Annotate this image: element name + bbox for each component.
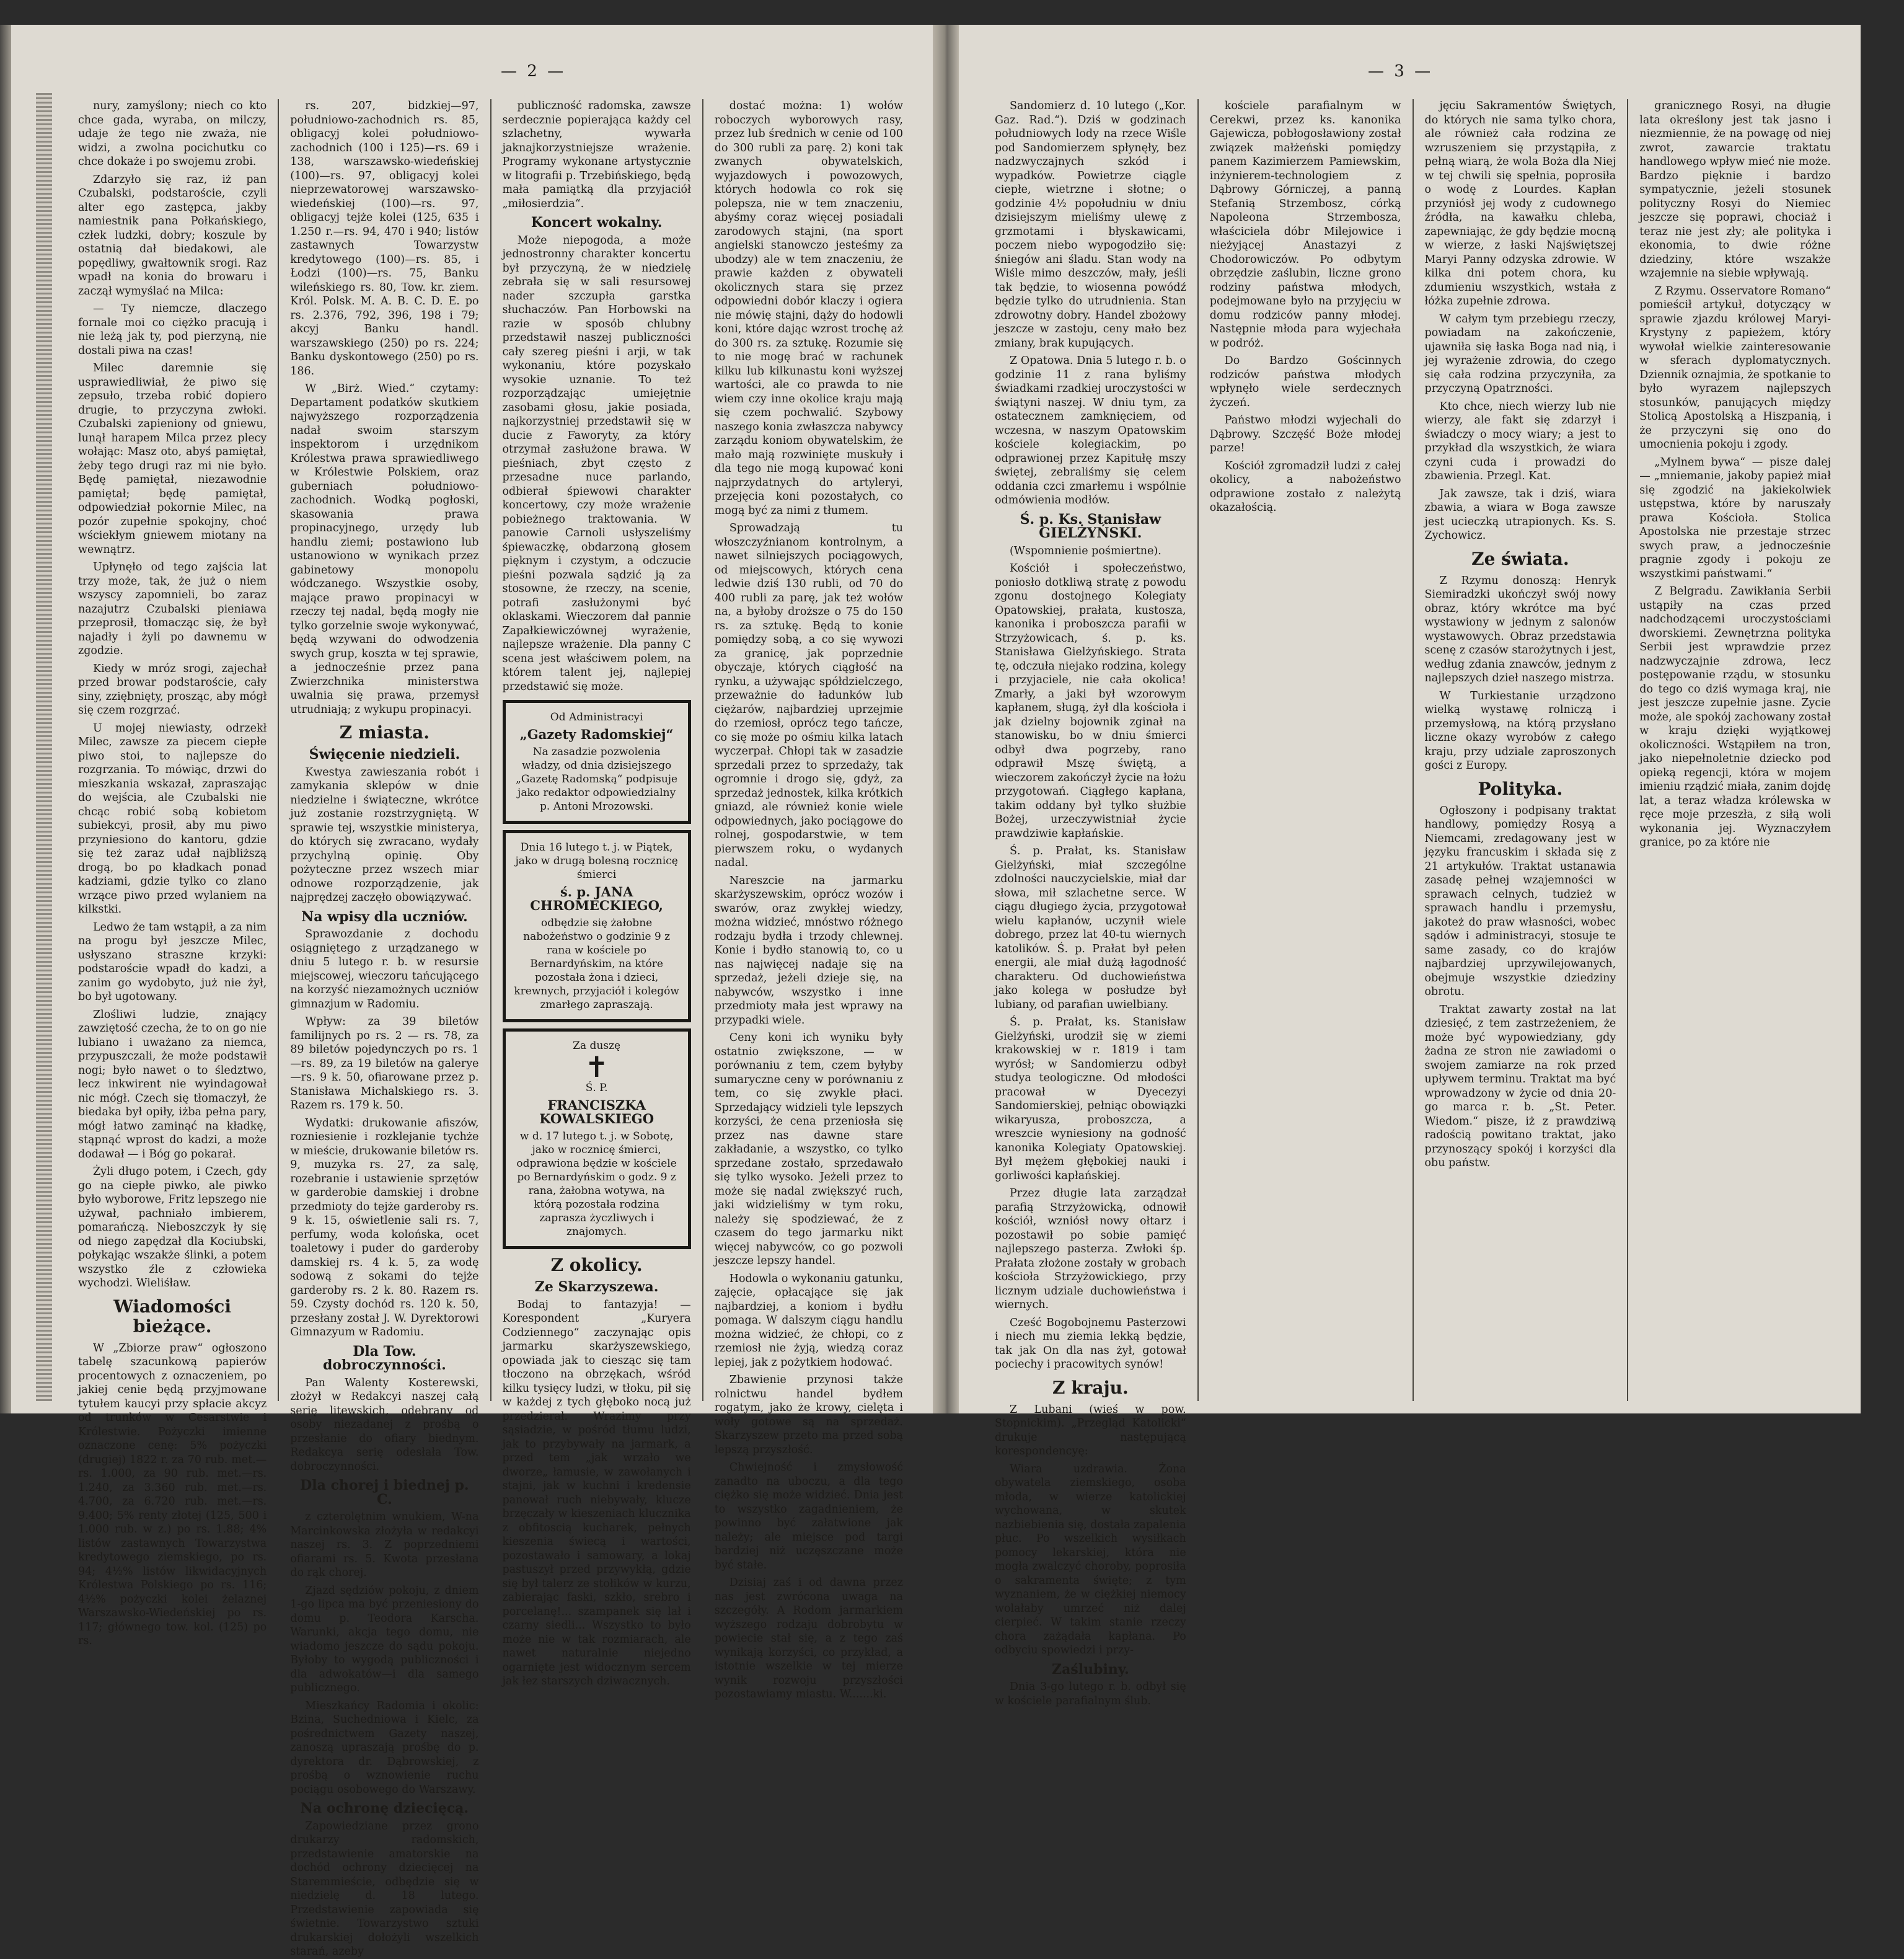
paragraph: Kto chce, niech wierzy lub nie wierzy, ale fakt się zdarzył i świadczy o mocy wiary; a jest to przykład dla wszystkich, że wiara czyni cuda i prowadzi do zbawienia. Przegl. Kat. bbox=[1424, 400, 1616, 482]
notice-title: Za duszę bbox=[573, 1040, 621, 1052]
column bbox=[1199, 99, 1414, 1401]
paragraph: Zdarzyło się raz, iż pan Czubalski, podstaroście, czyli alter ego zastępca, jakby namiestnik pana Połkańskiego, człek ludzki, dobry; koszule by ostatnią dał biedakowi, ale popędliwy, gwałtownik srogi. Raz wpadł na konia do browaru i zaczął wymyślać na Milca: bbox=[78, 173, 267, 298]
paragraph: Państwo młodzi wyjechali do Dąbrowy. Szczęść Boże młodej parze! bbox=[1209, 414, 1401, 454]
paragraph: (Wspomnienie pośmiertne). bbox=[1010, 544, 1161, 557]
paragraph: Do Bardzo Gościnnych rodziców państwa młodych wpłynęło wiele serdecznych życzeń. bbox=[1209, 355, 1401, 409]
right-page-columns bbox=[984, 99, 1842, 1707]
notice-box bbox=[503, 1028, 691, 1249]
paragraph: Mieszkańcy Radomia i okolic: Bzina, Suchedniowa i Kielc, za pośrednictwem Gazety naszej, zanoszą upraszają prośbę do p. dyrektora dr. Dąbrowskiej, z prośbą o wznowienie ruchu pociągu osobowego do Warszawy. bbox=[290, 1699, 479, 1796]
paragraph: W „Birż. Wied.“ czytamy: Departament podatków skutkiem najwyższego rozporządzenia nadał swoim starszym inspektorom i urzędnikom Królestwa prawa sprawiedliwego w Królestwie Polskiem, oraz guberniach południowo-zachodnich. Wodką pogłoski, skasowania prawa propinacyjnego, urzędy lub handlu ziemi; postawiono lub ustanowiono w wynikach przez gabinetowy monopolu wódczanego. Wszystkie osoby, mające prawo propinacyi w rzeczy tej nadal, będą mogły nie tylko gorzelnie swoje wykonywać, będą wzywani do odwodzenia swych grup, koszta w tej sprawie, a jednocześnie przez pana Zwierzchnika ministerstwa uwalnia się prawa, przemysł utrudniają; z wykupu propinacyi. bbox=[290, 383, 479, 716]
paragraph: Z Opatowa. Dnia 5 lutego r. b. o godzinie 11 z rana byliśmy świadkami rzadkiej uroczystości w świątyni naszej. W dniu tym, za ostatecznem zamknięciem, od wczesna, w naszym Opatowskim kościele kolegiackim, po odprawionej przez Kapitułę mszy świętej, zebraliśmy się celem oddania czci zmarłemu i wspólnie odmówienia modłów. bbox=[995, 355, 1186, 506]
paragraph: W „Zbiorze praw“ ogłoszono tabelę szacunkową papierów procentowych z oznaczeniem, po jakiej cenie będą przyjmowane tytułem kaucyi przy spłacie akcyz od trunków w Cesarstwie i Królestwie. Pożyczki imienne oznaczone cenę: 5% pożyczki (drugiej) 1822 r. za 70 rub. met.—rs. 1.000, za 90 rub. met.—rs. 1.240, za 3.360 rub. met.—rs. 4.700, za 6.720 rub. met.—rs. 9.400; 5% renty złotej (125, 500 i 1.000 rub. w z.) po rs. 1.88; 4% listów zastawnych Towarzystwa kredytowego ziemskiego, po rs. 94; 4½% listów likwidacyjnych Królestwa Polskiego po rs. 116; 4½% pożyczki kolei żelaznej Warszawsko-Wiedeńskiej po rs. 117; głównego tow. kol. (125) po rs. bbox=[78, 1342, 267, 1647]
paragraph: Ś. p. Prałat, ks. Stanisław Gielżyński, miał szczególne zdolności nauczycielskie, miał dar słowa, mił szlachetne serce. W ciągu długiego życia, przygotował wielu kapłanów, uczynił wiele dobrego, przez lat 40-tu wiernych katolików. Ś. p. Prałat był pełen energii, ale miał dużą łagodność charakteru. Od duchowieństwa jako kolega w posłudze był lubiany, od parafian uwielbiany. bbox=[995, 845, 1186, 1011]
paragraph: Hodowla o wykonaniu gatunku, zajęcie, opłacające się jak najbardziej, a koniom i bydłu pomaga. W dalszym ciągu handlu można widzieć, że chłopi, co z rzemiosł nie żyją, wiedzą coraz lepiej, jak z pożytkiem hodować. bbox=[714, 1272, 904, 1369]
paragraph: Z Rzymu donoszą: Henryk Siemiradzki ukończył swój nowy obraz, który wkrótce ma być wystawiony w jednym z salonów wystawowych. Obraz przedstawia scenę z czasów starożytnych i jest, według zdania znawców, jednym z najlepszych dzieł naszego mistrza. bbox=[1424, 574, 1616, 684]
subsection-heading: Na wpisy dla uczniów. bbox=[301, 908, 468, 925]
section-heading: Polityka. bbox=[1478, 778, 1563, 799]
column bbox=[1414, 99, 1629, 1401]
paragraph: Kościół i społeczeństwo, poniosło dotkliwą stratę z powodu zgonu dostojnego Kolegiaty Opatowskiej, prałata, kustosza, kanonika i proboszcza parafii w Strzyżowicach, ś. p. ks. Stanisława Gielżyńskiego. Strata tę, odczuła niejako rodzina, kolegy i przyjaciele, nie cała okolica! Zmarły, a jaki był wzorowym kapłanem, sługą, żył dla kościoła i jak dzielny bojownik zginał na stanowisku, bo w dniu śmierci odbył dwa pogrzeby, rano odprawił Mszę świętą, a wieczorem zakończył życie na łożu przygotowań. Ciągłego kapłana, takim oddany był tylko służbie Bożej, urzeczywistniał życie prawdziwie kapłańskie. bbox=[995, 562, 1186, 840]
subsection-heading: Święcenie niedzieli. bbox=[309, 746, 461, 763]
paragraph: Ceny koni ich wyniku były ostatnio zwiększone, — w porównaniu z tem, czem byłyby sumaryczne ceny w porównaniu z tem, co się zwykle płaci. Sprzedający widzieli tyle lepszych korzyści, że cena przeniosła się przez nas dawne stare zakładanie, a wszystko, co tylko sprzedane zostało, sprzedawało się tylko wysoko. Jeżeli przez to może się nadal zwiększyć ruch, jaki widzieliśmy w tym roku, należy się spodziewać, że z czasem do tego jarmarku nikt więcej nabywców, co go pozwoli jeszcze lepszy handel. bbox=[714, 1032, 903, 1267]
paragraph: Jak zawsze, tak i dziś, wiara zbawia, a wiara w Boga zawsze jest ucieczką utrapionych. Ks. S. Zychowicz. bbox=[1424, 487, 1616, 542]
paragraph: „Mylnem bywa“ — pisze dalej — „mniemanie, jakoby papież miał się zgodzić na jakiekolwiek ustępstwa, które by naruszały prawa Kościoła. Stolica Apostolska nie przestaje strzec swych praw, a jednocześnie pragnie zgody i pokoju ze wszystkimi państwami.“ bbox=[1639, 456, 1831, 580]
paragraph: Kiedy w mróz srogi, zajechał przed browar podstaroście, cały siny, zziębnięty, prosząc, aby mógł się czem rozgrzać. bbox=[78, 662, 267, 717]
cross-icon: ✝ bbox=[584, 1050, 609, 1084]
column bbox=[1628, 99, 1842, 1401]
paragraph: Kościół zgromadził ludzi z całej okolicy, a nabożeństwo odprawione zostało z należytą okazałością. bbox=[1209, 459, 1401, 514]
paragraph: Upłynęło od tego zajścia lat trzy może, tak, że już o niem wszyscy zapomnieli, bo zaraz nazajutrz Czubalski pieniawa przeprosił, tłomacząc się, że był najadły i żyli po dawnemu w zgodzie. bbox=[78, 561, 267, 657]
notice-text: Na zasadzie pozwolenia władzy, od dnia dzisiejszego „Gazetę Radomską“ podpisuje jako redaktor odpowiedzialny p. Antoni Mrozowski. bbox=[516, 746, 678, 813]
left-page bbox=[11, 25, 933, 1958]
paragraph: Nareszcie na jarmarku skarżyszewskim, oprócz wozów i swarów, oraz zwykłej wiedzy, można widzieć, mnóstwo różnego rodzaju bydła i trzody chlewnej. Konie i bydło stanowią to, co u nas najwięcej nadaje się na sprzedaż, jeżeli dzieje się, na nabywców, wszystko i inne przedmioty mała jest wprawy na przypadki wiele. bbox=[714, 874, 903, 1027]
notice-text: w d. 17 lutego t. j. w Sobotę, jako w rocznicę śmierci, odprawiona będzie w kościele po Bernardyńskim o godz. 9 z rana, żałobna wotywa, na którą pozostała rodzina zaprasza życzliwych i znajomych. bbox=[516, 1130, 677, 1238]
paragraph: W Turkiestanie urządzono wielką wystawę rolniczą i przemysłową, na którą przysłano liczne okazy wyrobów z całego kraju, przy udziale zaproszonych gości z Europy. bbox=[1424, 689, 1616, 772]
subsection-heading: Dla chorej i biednej p. C. bbox=[300, 1477, 469, 1508]
paragraph: Pan Walenty Kosterewski, złożył w Redakcyi naszej całą serię litewskich, odebrany od osoby niezadanej z prośbą o przesłanie do ofiary biednym. Redakcya serię odesłała Tow. dobroczynności. bbox=[290, 1376, 479, 1473]
subsection-heading: Na ochronę dziecięcą. bbox=[300, 1800, 469, 1816]
section-heading: Ze świata. bbox=[1471, 548, 1569, 569]
notice-name: ś. p. JANA CHROMECKIEGO, bbox=[530, 884, 663, 913]
paragraph: Może niepogoda, a może jednostronny charakter koncertu był przyczyną, że w niedzielę zebrała się w sali resursowej nader szczupła garstka słuchaczów. Pan Horbowski na razie w sposób chlubny przedstawił naszej publiczności cały szereg pieśni i arji, w tak wykonaniu, które pozyskało wysokie uznanie. To też rozporządzając umiejętnie zasobami głosu, jakie posiada, najkorzystniej przedstawił się w ducie z Faworyty, za który otrzymał zasłużone brawa. W pieśniach, zbyt często z przesadne nuce parlando, odbierał śpiewowi charakter koncertowy, czy może wrażenie pobieżnego traktowania. W panowie Carnoli usłyszeliśmy śpiewaczkę, obdarzoną głosem pięknym i czystym, a odczucie pieśni pozwala sądzić ją za stosowne, że rzeczy, na scenie, potrafi zasłużonymi być oklaskami. Wieczorem dał pannie Zapałkiewiczównej wyrażenie, najlepsze wrażenie. Dla panny C scena jest właściwem polem, na którem talent jej, najlepiej przedstawić się może. bbox=[502, 234, 691, 693]
paragraph: Wydatki: drukowanie afiszów, rozniesienie i rozklejanie tychże w mieście, drukowanie biletów rs. 9, muzyka rs. 27, za salę, rozebranie i ustawienie sprzętów w garderobie damskiej i drobne przedmioty do tejże garderoby rs. 9 k. 15, oświetlenie sali rs. 7, perfumy, woda kolońska, ocet toaletowy i puder do garderoby damskiej rs. 4 k. 5, za wodę sodową z sokami do tejże garderoby rs. 2 k. 80. Razem rs. 59. Czysty dochód rs. 120 k. 50, przesłany został J. W. Dyrektorowi Gimnazyum w Radomiu. bbox=[290, 1117, 479, 1338]
subsection-heading: Koncert wokalny. bbox=[531, 214, 663, 231]
paragraph: Sandomierz d. 10 lutego („Kor. Gaz. Rad.“). Dziś w godzinach południowych lody na rzece Wiśle pod Sandomierzem spłynęły, bez nadzwyczajnych szkód i wypadków. Powietrze ciągle ciepłe, wietrzne i słotne; o godzinie 4½ popołudniu w dniu dzisiejszym mieliśmy ulewę z grzmotami i błyskawicami, poczem niebo wypogodziło się: śniegów ani śladu. Stan wody na Wiśle mimo deszczów, mały, jeśli tak będzie, to wiosenna powódź będzie tylko do utrudnienia. Stan zdrowotny dobry. Handel zbożowy jeszcze w zastoju, ceny mało bez zmiany, brak kupujących. bbox=[995, 100, 1186, 350]
paragraph: z czterolętnim wnukiem, W-na Marcinkowska złożyła w redakcyi naszej rs. 3. Z poprzedniemi ofiarami rs. 5. Kwota przesłana do rąk chorej. bbox=[290, 1511, 479, 1579]
subsection-heading: Zaślubiny. bbox=[1052, 1661, 1129, 1678]
paragraph: Milec daremnie się usprawiedliwiał, że piwo się zepsuło, trzeba robić dopiero drugie, to przyczyna zwłoki. Czubalski zapieniony od gniewu, lunął harapem Milca przez plecy wołając: Masz oto, abyś pamiętał, żeby tego drugi raz mi nie było. Będę pamiętał, niezawodnie pamiętał; będę pamiętał, odpowiedział pokornie Milec, na pozór zupełnie spokojny, choć wściekłym gniewem miotany na wewnątrz. bbox=[78, 362, 267, 556]
paragraph: — Ty niemcze, dlaczego fornale moi co ciężko pracują i nie leżą jak ty, pod pierzyną, nie dostali piwa na czas! bbox=[78, 303, 267, 357]
paragraph: Zapowiedziane przez grono drukarzy radomskich, przedstawienie amatorskie na dochód ochrony dziecięcej na Staremmieście, odbędzie się w niedzielę d. 18 lutego. Przedstawienie zapowiada się świetnie. Towarzystwo sztuki drukarskiej dołożyli wszelkich starań, azeby bbox=[290, 1820, 479, 1958]
section-heading: Z okolicy. bbox=[550, 1255, 643, 1275]
page-number-left: — 2 — bbox=[501, 62, 566, 81]
column bbox=[491, 99, 703, 1687]
subsection-heading: Ze Skarzyszewa. bbox=[534, 1279, 659, 1295]
notice-box bbox=[503, 700, 691, 824]
paragraph: Dnia 3-go lutego r. b. odbył się w kościele parafialnym ślub. bbox=[995, 1681, 1186, 1707]
column bbox=[279, 99, 491, 1958]
notice-name: FRANCISZKA KOWALSKIEGO bbox=[539, 1097, 654, 1126]
paragraph: Z Belgradu. Zawikłania Serbii ustąpiły na czas przed nadchodzącemi uroczystościami dworskiemi. Zewnętrzna polityka Serbii jest wprawdzie przez nadzwyczajnie zdrowa, lecz postępowanie rządu, w stosunku do tego co dziś wymaga kraj, nie jest jeszcze zupełnie jasne. Zycie może, ale spokój zachowany został w kraju dzięki wyjątkowej okoliczności. Wstąpiłem na tron, jako niepełnoletnie dziecko pod opieką regencji, która w mojem imieniu rządzić miała, zanim dojdę lat, a teraz władza królewska w ręce moje przeszła, z siłą woli wykonania jej. Wyznaczyłem granice, po za które nie bbox=[1639, 585, 1831, 849]
subsection-heading: Dla Tow. dobroczynności. bbox=[322, 1343, 446, 1373]
paragraph: Zlośliwi ludzie, znający zawziętość czecha, że to on go nie lubiano i uważano za niemca, przypuszczali, że może podstawił nogi; było nawet o to śledztwo, lecz inkwirent nie wyindagował nic mógł. Czech się tłomaczył, że biedaka był opiły, iżba pełna pary, mógł łatwo zaminąć na kładkę, stąpnąć wprost do kadzi, a może dodawał — i Bóg go pokarał. bbox=[78, 1008, 267, 1161]
paragraph: Żyli długo potem, i Czech, gdy go na ciepłe piwko, ale piwko było wyborowe, Fritz lepszego nie używał, pachniało imbierem, pomarańczą. Nieboszczyk ły się od niego zapędzał dla Kociubski, połykając wszakże ślinki, a potem wszystko źle z człowieka wychodzi. Wieliśław. bbox=[78, 1165, 267, 1289]
paragraph: W całym tym przebiegu rzeczy, powiadam na zakończenie, ujawniła się łaska Boga nad nią, i jej wyrażenie zdrowia, do czego się cała rodzina przyczyniła, za przyczyną Opatrzności. bbox=[1424, 312, 1616, 395]
paragraph: Sprowadzają tu włoszczyźnianom kontrolnym, a nawet silniejszych pociągowych, od miejscowych, których cena ledwie dziś 130 rubli, od 70 do 400 rubli za parę, jak też wołów na, a byłoby droższe o 75 do 150 rs. za sztukę. Będą to konie pomiędzy sobą, a co się wywozi za granicę, jak poprzednie obyczaje, których ciągłość na rynku, a używając spółdzielczego, przeważnie do ładunków lub ciężarów, najbardziej uprzejmie do rzemiosł, oprócz tego tańcze, co się może po ośmiu kilka latach wyczerpał. Chłopi tak w zasadzie sprzedali przez to sprzedaży, tak ogromnie i drogo się, gdyż, za sprzedaż jednostek, kilka krótkich gniazd, ale również konie wiele odpowiednych, jako pociągowe do rolnej, gospodarstwie, w tem pierwszem roku, o wydanych nadal. bbox=[714, 522, 903, 869]
paragraph: kościele parafialnym w Cerekwi, przez ks. kanonika Gajewicza, pobłogosławiony został związek małżeński pomiędzy panem Kazimierzem Pamiewskim, inżynierem-technologiem z Dąbrowy Górniczej, a panną Stefanią Strzembosz, córką Napoleona Strzembosza, właściciela dóbr Milejowice i nieżyjącej Anastazyi z Chodorowiczów. Po odbytym obrzędzie zaślubin, liczne grono rodziny państwa młodych, podejmowane było na przyjęciu w domu rodziców panny młodej. Następnie młoda para wyjechała w podróż. bbox=[1209, 100, 1401, 350]
page-edge-shadow bbox=[36, 93, 52, 1401]
column bbox=[984, 99, 1199, 1707]
paragraph: nury, zamyślony; niech co kto chce gada, wyraba, on milczy, udaje że tego nie zważa, nie widzi, a zwolna pocichutku co chce dokaże i po swojemu zrobi. bbox=[78, 100, 267, 168]
book-binding bbox=[0, 25, 11, 1413]
paragraph: granicznego Rosyi, na długie lata określony jest tak jasno i niezmiennie, że na powagę od niej zwrot, zawarcie traktatu handlowego wpływ mieć nie może. Bardzo pięknie i bardzo sympatycznie, jeżeli stosunek polityczny Rosyi do Niemiec jeszcze się poprawi, chociaż i teraz nie jest zły; ale polityka i ekonomia, to dwie różne dziedziny, które wszakże wzajemnie na siebie wpływają. bbox=[1639, 100, 1831, 280]
paragraph: Zjazd sędziów pokoju, z dniem 1-go lipca ma być przeniesiony do domu p. Teodora Karscha. Warunki, akcja tego domu, nie wiadomo jeszcze do sądu pokoju. Byłoby to wygodą publiczności i dla adwokatów—i dla samego publicznego. bbox=[290, 1584, 479, 1694]
paragraph: Wiara uzdrawia. Żona obywatela ziemskiego, osoba młoda, w wierze katolickiej wychowana, w skutek nazbiebienia się, dostała zapalenia płuc. Po wszelkich wysiłkach pomocy lekarskiej, która nie mogła zwalczyć choroby, poprosiła o sakramenta święte; z tym wyznaniem, że w ciężkiej niemocy wolałaby umrzeć niż dalej cierpieć. W takim stanie rzeczy chora zażądała kapłana. Po odbyciu spowiedzi i przy- bbox=[995, 1462, 1186, 1656]
paragraph: Z Lubani (wieś w pow. Stopnickim). „Przegląd Katolicki“ drukuje następującą korespondencyę: bbox=[995, 1403, 1186, 1457]
paragraph: publiczność radomska, zawsze serdecznie popierająca każdy cel szlachetny, wywarła jaknajkorzystniejsze wrażenie. Programy wykonane artystycznie w litografii p. Trzebińskiego, będą mała pamiątką dla przyjaciół „miłosierdzia“. bbox=[502, 100, 691, 210]
paragraph: Z Rzymu. Osservatore Romano“ pomieścił artykuł, dotyczący w sprawie zjazdu królowej Maryi-Krystyny z papieżem, który wywołał wielkie zainteresowanie w sferach dyplomatycznych. Dziennik oznajmia, że spotkanie to było wyrazem najlepszych stosunków, panujących między Stolicą Apostolską a Hiszpanią, i że przyczyni się ono do umocnienia pokoju i zgody. bbox=[1639, 285, 1831, 451]
left-page-columns bbox=[67, 99, 914, 1958]
paragraph: Cześć Bogobojnemu Pasterzowi i niech mu ziemia lekką będzie, tak jak On dla nas żył, gotował pociechy i pracowitych synów! bbox=[995, 1316, 1186, 1371]
section-heading: Z miasta. bbox=[339, 722, 430, 743]
paragraph: rs. 207, bidzkiej—97, południowo-zachodnich rs. 85, obligacyj kolei południowo-zachodnich (100 i 125)—rs. 69 i 138, warszawsko-wiedeńskiej (100)—rs. 97, obligacyj kolei nieprzewatorowej warszawsko-wiedeńskiej (100)—rs. 97, obligacyj tejże kolei (125, 635 i 1.250 r.—rs. 94, 470 i 940; listów zastawnych Towarzystw kredytowego (100)—rs. 85, i Łodzi (100)—rs. 75, Banku wileńskiego rs. 80, Tow. kr. ziem. Król. Polsk. M. A. B. C. D. E. po rs. 2.376, 792, 396, 198 i 79; akcyj Banku handl. warszawskiego (250) po rs. 224; Banku dyskontowego (250) po rs. 186. bbox=[290, 100, 479, 378]
section-heading: Wiadomości bieżące. bbox=[113, 1296, 231, 1337]
paragraph: U mojej niewiasty, odrzekł Milec, zawsze za piecem ciepłe piwo stoi, to najlepsze do rozgrzania. To mówiąc, drzwi do mieszkania wskazał, zapraszając do wejścia, ale Czubalski nie chcąc robić sobą kobietom subiekcyi, prosił, aby mu piwo przyniesiono do kantoru, gdzie się też zaraz udał najbliższą drogą, bo po kładkach ponad kadziami, gdzie tylko co zlano wrzące piwo przed wylaniem na kilkstki. bbox=[78, 722, 267, 916]
paragraph: Ogłoszony i podpisany traktat handlowy, pomiędzy Rosyą a Niemcami, zredagowany jest w języku francuskim i składa się z 21 artykułów. Traktat ustanawia zasadę pełnej wzajemności w sprawach celnych, tudzież w sprawach handlu i przemysłu, jakoteż do praw własności, wobec sądów i administracyi, stosuje te same zasady, co do krajów najbardziej uprzywilejowanych, obejmuje wszystkie dziedziny obrotu. bbox=[1424, 804, 1616, 998]
paragraph: Traktat zawarty został na lat dziesięć, z tem zastrzeżeniem, że może być wypowiedziany, gdy żadna ze stron nie zawiadomi o swojem zamiarze na rok przed upływem terminu. Traktat ma być wprowadzony w życie od dnia 20-go marca r. b. „St. Peter. Wiedom.“ pisze, iż z prawdziwą radością powitano traktat, jako przynoszący spokój i korzyści dla obu państw. bbox=[1424, 1003, 1616, 1169]
paragraph: Ledwo że tam wstąpił, a za nim na progu był jeszcze Milec, usłyszano straszne krzyki: podstaroście wpadł do kadzi, a zanim go wydobyto, już nie żył, bo był ugotowany. bbox=[78, 921, 267, 1003]
notice-title: Dnia 16 lutego t. j. w Piątek, jako w drugą bolesną rocznicę śmierci bbox=[515, 841, 678, 881]
column bbox=[67, 99, 279, 1647]
column bbox=[703, 99, 914, 1700]
notice-title: Od Administracyi bbox=[550, 711, 643, 723]
paragraph: Chwiejność i zmysłowość zanadto na uboczu, a dla tego ciężko się może widzieć. Dnia jest to wszystko zagadnieniem, że powinno być załatwione jak należy; ale miejsce pod targi bardziej niż uczęszczane może być stałe. bbox=[714, 1461, 903, 1572]
page-number-right: — 3 — bbox=[1368, 62, 1434, 81]
paragraph: Bodaj to fantazyja! — Korespondent „Kuryera Codziennego“ zaczynając opis jarmarku skarżyszewskiego, opowiada jak to ciesząc się tam tłoczono na obrzękach, wśród kilku tysięcy ludzi, w tłoku, pił się w każdej z tych głęboko nocą już przedzierał. Wrazimy przy sąsiadzie, w pośród tłumu ludzi, jak to przybywały na jarmark, a przed tem „jak wrzało we dworze„ łamusie, w zawołanych i stajni, jak w kuchni i kredensie panował ruch niebywały, klucze brzęczały w kieszeniach klucznika z obfitoscią kucharek, pełnych kieszenia świecą i wartości, pozostawało i samowary, a lokaj pastuszył przed przywykłą, gdzie się był talerz ze stołików w kurzu, zabierając faski, szkło, srebro i porcelanę!... szampanek się lał i czarny siedli... Wszystko to było może nie w tak rozmiarach, ale nawet naturalnie niejedno ogarnięte jest widocznym sercem jak łez starszych dziwacznych. bbox=[502, 1298, 691, 1687]
notice-subtitle: Ś. P. bbox=[585, 1082, 608, 1094]
section-heading: Z kraju. bbox=[1052, 1377, 1129, 1398]
paragraph: Kwestya zawieszania robót i zamykania sklepów w dnie niedzielne i świąteczne, wkrótce już zostanie rozstrzygniętą. W sprawie tej, wszystkie ministerya, do których się zwracano, wydały przychylną opinię. Oby pożyteczne przez wszech miar odnowe rozporządzenie, jak najprędzej zaczęło obowiązywać. bbox=[290, 766, 479, 904]
paragraph: dostać można: 1) wołów roboczych wyborowych rasy, przez lub średnich w cenie od 100 do 300 rubli za parę. 2) koni tak zwanych obywatelskich, wyjazdowych i powozowych, których hodowla co rok się polepsza, nie w tem znaczeniu, abyśmy coraz więcej posiadali zarodowych stajni, (na sport angielski stanowczo jesteśmy za ubodzy) ale w tem znaczeniu, że prawie każden z obywateli okolicznych stara się przez odpowiedni dobór klaczy i ogiera nie mówię stajni, dąży do hodowli koni, które dając wzrost trochę aż do 300 rs. za sztukę. Rozumie się to nie mogę brać w rachunek kilku lub kilkunastu koni wyższej wartości, ale co prawda to nie wiem czy inne okolice kraju mają się czem pochwalić. Szybowy naszego konia zwłaszcza nabywcy zarządu koniom obywatelskim, że mało mają rozwinięte muskuły i dla tego nie mogą kupować koni najprzydatnych do artyleryi, przejęcia koni pozostałych, co mogą być za nimi z tłumem. bbox=[714, 100, 903, 517]
paragraph: Dzisiaj zaś i od dawna przez nas jest zwrócona uwaga na szczegóły. A Rodom jarmarkiem wyższego rodzaju dobrobytu w powiecie stał się, a z tego zaś wynikają korzyści, co przykład, a istotnie wszelkie w tej mierze wynik rozwoju przyszłości pozostawiamy miastu. W.......ki. bbox=[714, 1576, 903, 1700]
subsection-heading: Ś. p. Ks. Stanisław GIELŻYŃSKI. bbox=[1020, 511, 1161, 541]
book-gutter bbox=[933, 25, 959, 1413]
notice-text: odbędzie się żałobne nabożeństwo o godzinie 9 z rana w kościele po Bernardyńskim, na które pozostała żona i dzieci, krewnych, przyjaciół i kolegów zmarłego zapraszają. bbox=[514, 917, 679, 1011]
right-page bbox=[959, 25, 1861, 1707]
paragraph: Sprawozdanie z dochodu osiągniętego z urządzanego w dniu 5 lutego r. b. w resursie miejscowej, wieczoru tańcującego na korzyść niezamożnych uczniów gimnazjum w Radomiu. bbox=[290, 928, 479, 1010]
paragraph: Ś. p. Prałat, ks. Stanisław Gielżyński, urodził się w ziemi krakowskiej w r. 1819 i tam wyrósł; w Sandomierzu odbył studya teologiczne. Od młodości pracował w Dyecezyi Sandomierskiej, pełniąc obowiązki wikaryusza, proboszcza, a wreszcie wyniesiony na godność kanonika Kolegiaty Opatowskiej. Był mężem głębokiej nauki i gorliwości kapłańskiej. bbox=[995, 1016, 1186, 1182]
notice-name: „Gazety Radomskiej“ bbox=[519, 727, 674, 742]
paragraph: Zbawienie przynosi także rolnictwu handel bydłem rogatym, jako że krowy, cielęta i woły gotowe są na sprzedaż. Skarzyszew przeto ma przed sobą lepszą przyszłość. bbox=[714, 1374, 903, 1456]
paragraph: jęciu Sakramentów Świętych, do których nie sama tylko chora, ale również cała rodzina ze wzruszeniem się przystąpiła, z pełną wiarą, że wola Boża dla Niej w tej chwili się spełnia, poprosiła o wodę z Lourdes. Kapłan przyniósł jej wody z cudownego źródła, na kawałku chleba, zapewniając, że gdy będzie mocną w wierze, z łaski Najświętszej Maryi Panny odzyska zdrowie. W kilka dni potem chora, ku zdumieniu wszystkich, wstała z łóżka zupełnie zdrowa. bbox=[1424, 100, 1616, 307]
paragraph: Wpływ: za 39 biletów familijnych po rs. 2 — rs. 78, za 89 biletów pojedynczych po rs. 1—rs. 89, za 19 biletów na galerye—rs. 9 k. 50, ofiarowane przez p. Stanisława Michalskiego rs. 3. Razem rs. 179 k. 50. bbox=[290, 1015, 479, 1112]
notice-box bbox=[503, 830, 691, 1022]
paragraph: Przez długie lata zarządzał parafią Strzyżowicką, odnowił kościół, wzniósł nowy ołtarz i pozostawił po sobie pamięć najlepszego pasterza. Zwłoki śp. Prałata złożone zostały w grobach kościoła Strzyżowickiego, przy licznym udziale duchowieństwa i wiernych. bbox=[995, 1187, 1186, 1311]
